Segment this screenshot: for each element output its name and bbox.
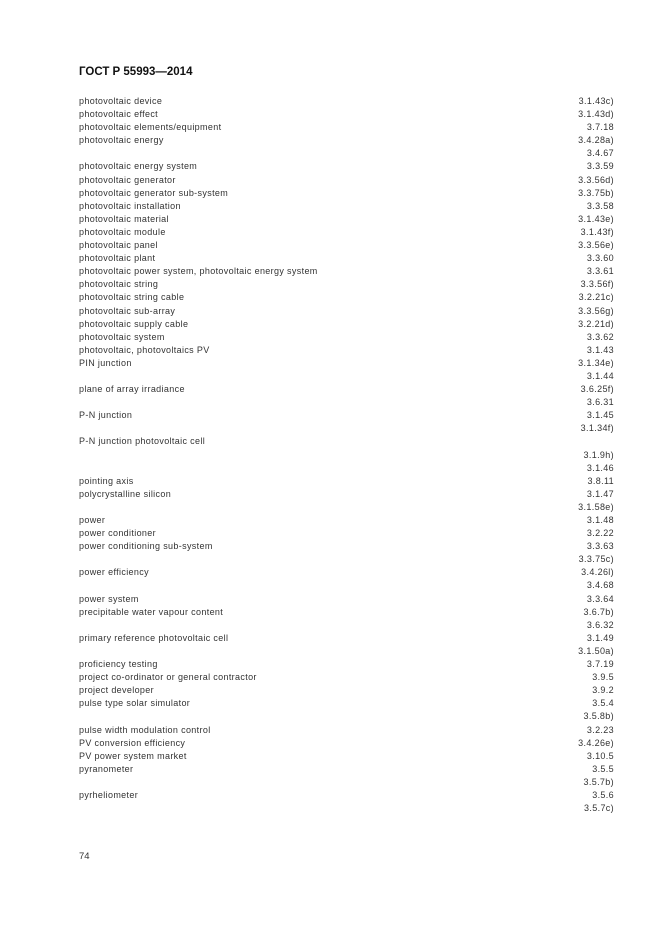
index-term: P-N junction photovoltaic cell bbox=[79, 436, 206, 447]
index-reference: 3.1.34e) bbox=[578, 357, 614, 368]
index-reference: 3.6.31 bbox=[586, 397, 614, 408]
index-entry bbox=[79, 776, 614, 789]
index-reference: 3.4.68 bbox=[586, 580, 614, 591]
index-term: photovoltaic string cable bbox=[79, 292, 185, 303]
index-reference: 3.3.60 bbox=[586, 253, 614, 264]
index-reference: 3.3.75b) bbox=[578, 187, 614, 198]
index-reference: 3.1.46 bbox=[586, 462, 614, 473]
index-entry bbox=[79, 435, 614, 448]
index-entry bbox=[79, 160, 614, 173]
index-entry bbox=[79, 462, 614, 475]
index-reference: 3.1.34f) bbox=[580, 423, 614, 434]
index-reference: 3.9.2 bbox=[592, 685, 614, 696]
index-entry bbox=[79, 475, 614, 488]
index-term: photovoltaic material bbox=[79, 213, 169, 224]
index-entry bbox=[79, 213, 614, 226]
index-entry bbox=[79, 200, 614, 213]
index-term: photovoltaic system bbox=[79, 331, 165, 342]
index-term: PV power system market bbox=[79, 750, 187, 761]
index-reference: 3.3.56g) bbox=[578, 305, 614, 316]
index-entry bbox=[79, 527, 614, 540]
index-entry bbox=[79, 134, 614, 147]
index-term: photovoltaic module bbox=[79, 226, 166, 237]
index-reference: 3.2.22 bbox=[586, 528, 614, 539]
index-entry bbox=[79, 553, 614, 566]
index-reference: 3.3.56e) bbox=[578, 240, 614, 251]
index-reference: 3.4.26e) bbox=[578, 737, 614, 748]
index-entry bbox=[79, 750, 614, 763]
index-reference: 3.3.62 bbox=[586, 331, 614, 342]
index-entry bbox=[79, 278, 614, 291]
index-reference: 3.1.43e) bbox=[578, 213, 614, 224]
index-reference: 3.3.56d) bbox=[578, 174, 614, 185]
index-reference: 3.1.47 bbox=[586, 488, 614, 499]
index-term: photovoltaic installation bbox=[79, 200, 181, 211]
index-term: photovoltaic, photovoltaics PV bbox=[79, 344, 210, 355]
index-term: power conditioner bbox=[79, 528, 156, 539]
index-term: power bbox=[79, 515, 106, 525]
index-entry bbox=[79, 619, 614, 632]
index-term: polycrystalline silicon bbox=[79, 488, 172, 499]
index-entry bbox=[79, 566, 614, 579]
index-reference: 3.6.25f) bbox=[580, 384, 614, 395]
document-header: ГОСТ Р 55993—2014 bbox=[79, 66, 193, 78]
index-term: photovoltaic power system, photovoltaic energy system bbox=[79, 266, 318, 277]
index-entry bbox=[79, 802, 614, 815]
index-entry bbox=[79, 95, 614, 108]
index-term: PIN junction bbox=[79, 357, 132, 368]
index-reference: 3.8.11 bbox=[587, 475, 614, 486]
index-entry bbox=[79, 645, 614, 658]
index-reference: 3.2.23 bbox=[586, 724, 614, 735]
index-reference: 3.3.61 bbox=[586, 266, 614, 277]
index-reference: 3.1.48 bbox=[586, 515, 614, 525]
index-entry bbox=[79, 396, 614, 409]
index-reference: 3.3.63 bbox=[586, 541, 614, 552]
index-reference: 3.1.50a) bbox=[578, 645, 614, 656]
index-entry bbox=[79, 697, 614, 710]
index-entry bbox=[79, 501, 614, 514]
index-reference: 3.9.5 bbox=[592, 672, 614, 683]
index-entry bbox=[79, 579, 614, 592]
index-reference: 3.7.19 bbox=[586, 659, 614, 670]
index-term: photovoltaic elements/equipment bbox=[79, 122, 222, 133]
index-entry bbox=[79, 671, 614, 684]
index-entry bbox=[79, 606, 614, 619]
index-term: photovoltaic generator bbox=[79, 174, 176, 185]
index-term: plane of array irradiance bbox=[79, 384, 185, 395]
page-number: 74 bbox=[79, 851, 90, 862]
index-reference: 3.5.8b) bbox=[583, 711, 614, 722]
index-term: P-N junction bbox=[79, 410, 133, 421]
index-reference: 3.3.59 bbox=[586, 161, 614, 172]
index-entry bbox=[79, 763, 614, 776]
index-entry bbox=[79, 252, 614, 265]
index-reference: 3.1.45 bbox=[586, 410, 614, 421]
index-entry bbox=[79, 632, 614, 645]
index-term: photovoltaic string bbox=[79, 279, 159, 290]
index-reference: 3.1.44 bbox=[586, 370, 614, 381]
index-term: photovoltaic panel bbox=[79, 240, 158, 251]
index-reference: 3.6.32 bbox=[586, 619, 614, 630]
index-reference: 3.5.7b) bbox=[583, 776, 614, 787]
index-reference: 3.1.43 bbox=[586, 344, 614, 355]
index-term: photovoltaic energy system bbox=[79, 161, 198, 172]
index-reference: 3.5.6 bbox=[592, 789, 614, 800]
index-reference: 3.1.9h) bbox=[583, 449, 614, 460]
index-entry bbox=[79, 449, 614, 462]
index-reference: 3.2.21c) bbox=[578, 292, 614, 303]
index-term: photovoltaic generator sub-system bbox=[79, 187, 229, 198]
index-term: PV conversion efficiency bbox=[79, 737, 186, 748]
index-entry bbox=[79, 305, 614, 318]
index-reference: 3.2.21d) bbox=[578, 318, 614, 329]
index-entry bbox=[79, 383, 614, 396]
index-reference: 3.5.7c) bbox=[584, 803, 614, 814]
index-term: power system bbox=[79, 593, 139, 604]
index-reference: 3.4.28a) bbox=[578, 135, 614, 146]
index-term: photovoltaic effect bbox=[79, 109, 159, 120]
index-entry bbox=[79, 370, 614, 383]
index-entry bbox=[79, 174, 614, 187]
index-reference: 3.3.64 bbox=[586, 593, 614, 604]
index-entry bbox=[79, 357, 614, 370]
index-entry bbox=[79, 331, 614, 344]
index-entry bbox=[79, 291, 614, 304]
index-term: pyrheliometer bbox=[79, 789, 139, 800]
index-list bbox=[79, 95, 614, 815]
index-term: pulse type solar simulator bbox=[79, 698, 191, 709]
index-reference: 3.4.26l) bbox=[581, 567, 614, 578]
index-term: photovoltaic device bbox=[79, 96, 163, 106]
index-reference: 3.5.5 bbox=[592, 763, 614, 774]
index-entry bbox=[79, 344, 614, 357]
index-entry bbox=[79, 724, 614, 737]
index-entry bbox=[79, 187, 614, 200]
index-entry bbox=[79, 226, 614, 239]
index-term: precipitable water vapour content bbox=[79, 606, 224, 617]
index-term: photovoltaic plant bbox=[79, 253, 156, 264]
index-entry bbox=[79, 147, 614, 160]
index-reference: 3.1.43d) bbox=[578, 109, 614, 120]
index-reference: 3.5.4 bbox=[592, 698, 614, 709]
index-term: proficiency testing bbox=[79, 659, 158, 670]
index-term: photovoltaic supply cable bbox=[79, 318, 189, 329]
index-reference: 3.1.49 bbox=[586, 632, 614, 643]
index-entry bbox=[79, 318, 614, 331]
index-reference: 3.3.75c) bbox=[578, 554, 614, 565]
index-entry bbox=[79, 737, 614, 750]
index-entry bbox=[79, 239, 614, 252]
index-entry bbox=[79, 789, 614, 802]
index-term: power conditioning sub-system bbox=[79, 541, 213, 552]
index-reference: 3.1.43f) bbox=[580, 226, 614, 237]
index-reference: 3.6.7b) bbox=[583, 606, 614, 617]
index-term: pulse width modulation control bbox=[79, 724, 211, 735]
index-entry bbox=[79, 540, 614, 553]
index-entry bbox=[79, 108, 614, 121]
index-entry bbox=[79, 121, 614, 134]
index-term: project co-ordinator or general contractor bbox=[79, 672, 257, 683]
index-entry bbox=[79, 684, 614, 697]
index-term: photovoltaic sub-array bbox=[79, 305, 176, 316]
index-term: pointing axis bbox=[79, 475, 134, 486]
index-term: power efficiency bbox=[79, 567, 149, 578]
index-reference: 3.1.43c) bbox=[578, 96, 614, 106]
index-reference: 3.3.58 bbox=[586, 200, 614, 211]
index-reference: 3.1.58e) bbox=[578, 501, 614, 512]
index-entry bbox=[79, 488, 614, 501]
index-reference: 3.7.18 bbox=[586, 122, 614, 133]
index-entry bbox=[79, 710, 614, 723]
index-entry bbox=[79, 658, 614, 671]
index-entry bbox=[79, 265, 614, 278]
index-reference: 3.10.5 bbox=[586, 750, 614, 761]
index-reference: 3.3.56f) bbox=[580, 279, 614, 290]
index-term: pyranometer bbox=[79, 763, 134, 774]
index-entry bbox=[79, 593, 614, 606]
index-term: primary reference photovoltaic cell bbox=[79, 632, 229, 643]
index-term: photovoltaic energy bbox=[79, 135, 164, 146]
index-term: project developer bbox=[79, 685, 154, 696]
index-entry bbox=[79, 514, 614, 527]
index-reference: 3.4.67 bbox=[586, 148, 614, 159]
index-entry bbox=[79, 409, 614, 422]
index-entry bbox=[79, 422, 614, 435]
